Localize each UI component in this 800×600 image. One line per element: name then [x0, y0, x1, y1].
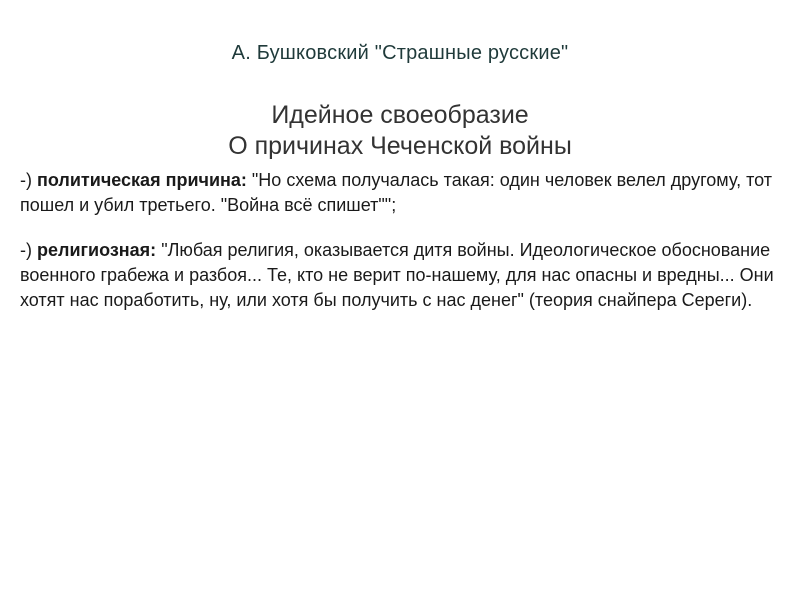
heading-line-2 — [0, 131, 800, 162]
heading-line-2-text: О причинах Чеченской войны — [228, 132, 572, 160]
heading-block — [0, 100, 800, 162]
heading-line-1 — [0, 100, 800, 131]
paragraph-religious-reason — [20, 238, 782, 313]
paragraph-text: "Любая религия, оказывается дитя войны. Идеологическое обоснование военного грабежа и разбоя... Те, кто не верит по-нашему, для нас опасны и вредны... Они хотят нас поработить, ну, или хотя бы получить с нас денег" (теория снайпера Сереги). — [20, 240, 774, 310]
paragraph-political-reason — [20, 168, 782, 218]
paragraph-text: "Но схема получалась такая: один человек велел другому, тот пошел и убил третьего. "Война всё спишет""; — [20, 170, 772, 215]
paragraph-prefix: -) — [20, 240, 32, 260]
author-title: А. Бушковский "Страшные русские" — [231, 42, 569, 64]
heading-line-1-text: Идейное своеобразие — [271, 101, 529, 129]
paragraph-prefix: -) — [20, 170, 32, 190]
paragraph-label: политическая причина: — [37, 170, 247, 190]
paragraph-label: религиозная: — [37, 240, 157, 260]
